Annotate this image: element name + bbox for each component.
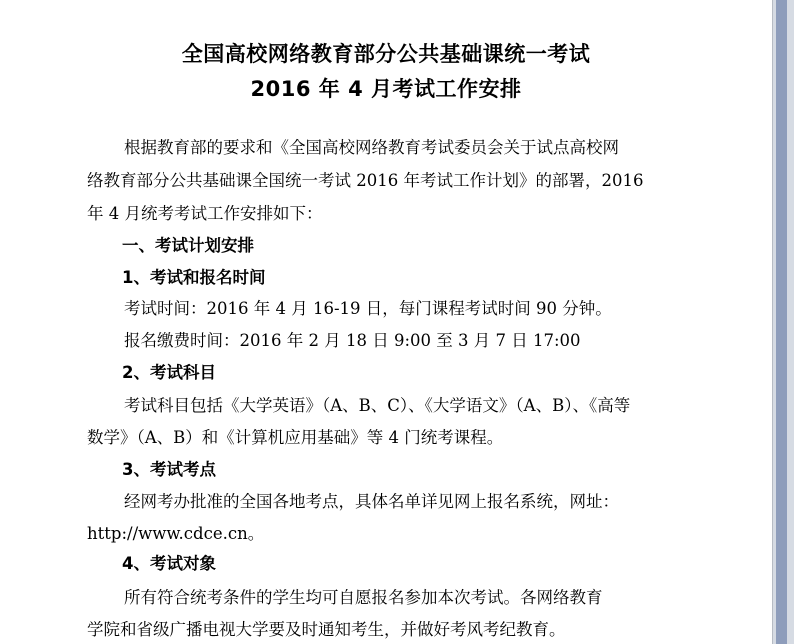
subsection-2-heading: 2、考试科目 — [122, 363, 216, 382]
document-title-line-2: 2016 年 4 月考试工作安排 — [250, 77, 522, 101]
intro-line-1: 根据教育部的要求和《全国高校网络教育考试委员会关于试点高校网 — [124, 138, 619, 157]
section-1-heading: 一、考试计划安排 — [122, 236, 254, 255]
subsection-4-heading: 4、考试对象 — [122, 554, 216, 573]
exam-sites-url-line: http://www.cdce.cn。 — [87, 524, 265, 543]
exam-sites-line-1: 经网考办批准的全国各地考点，具体名单详见网上报名系统，网址： — [124, 492, 619, 511]
scrollbar-track[interactable] — [776, 0, 787, 644]
exam-candidates-line-2: 学院和省级广播电视大学要及时通知考生，并做好考风考纪教育。 — [87, 620, 566, 639]
subsection-3-heading: 3、考试考点 — [122, 460, 216, 479]
subjects-line-2: 数学》（A、B）和《计算机应用基础》等 4 门统考课程。 — [87, 428, 504, 447]
intro-line-3: 年 4 月统考考试工作安排如下： — [87, 204, 323, 223]
subsection-1-heading: 1、考试和报名时间 — [122, 268, 266, 287]
intro-line-2: 络教育部分公共基础课全国统一考试 2016 年考试工作计划》的部署，2016 — [87, 171, 644, 190]
registration-time-line: 报名缴费时间：2016 年 2 月 18 日 9:00 至 3 月 7 日 17:00 — [124, 331, 581, 350]
window-right-frame — [772, 0, 794, 644]
document-title-line-1: 全国高校网络教育部分公共基础课统一考试 — [181, 42, 591, 66]
exam-candidates-line-1: 所有符合统考条件的学生均可自愿报名参加本次考试。各网络教育 — [124, 588, 603, 607]
subjects-line-1: 考试科目包括《大学英语》（A、B、C）、《大学语文》（A、B）、《高等 — [124, 396, 631, 415]
exam-time-line: 考试时间：2016 年 4 月 16-19 日，每门课程考试时间 90 分钟。 — [124, 299, 612, 318]
